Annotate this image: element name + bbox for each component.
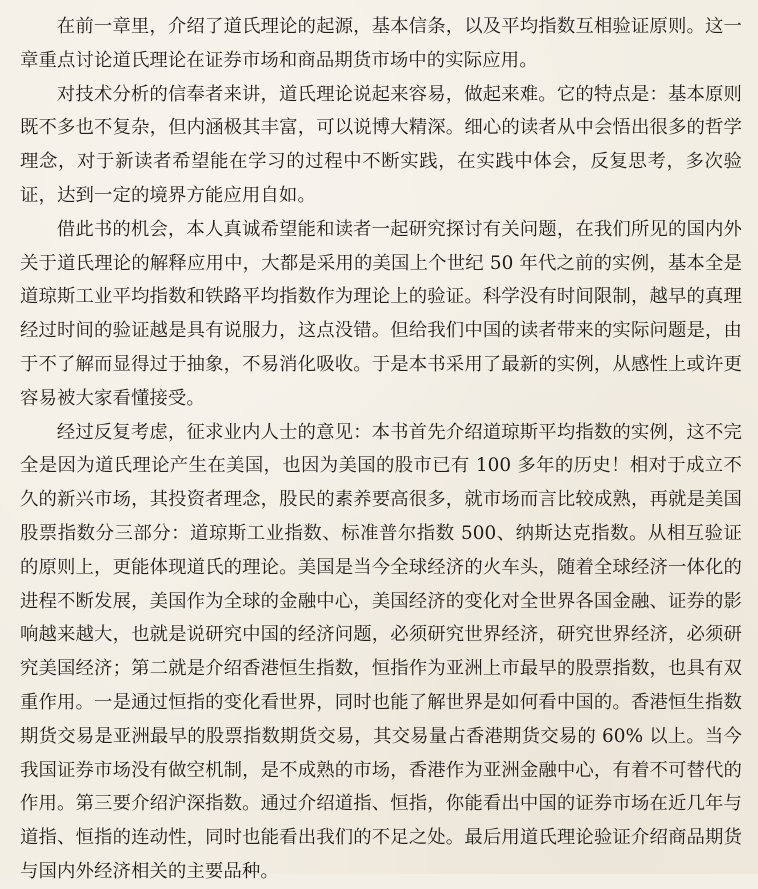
paragraph-characteristics: 对技术分析的信奉者来讲，道氏理论说起来容易，做起来难。它的特点是：基本原则既不多也不复杂，但内涵极其丰富，可以说博大精深。细心的读者从中会悟出很多的哲学理念，对于新读者希望能在学习的过程中不断实践，在实践中体会，反复思考，多次验证，达到一定的境界方能应用自如。 <box>20 83 742 206</box>
paragraph-examples: 借此书的机会，本人真诚希望能和读者一起研究探讨有关问题，在我们所见的国内外关于道氏理论的解释应用中，大都是采用的美国上个世纪 50 年代之前的实例，基本全是道琼斯工业平均指数和铁路平均指数作为理论上的验证。科学没有时间限制，越早的真理经过时间的验证越是具有说服力，这点没错。但给我们中国的读者带来的实际问题是，由于不了解而显得过于抽象，不易消化吸收。于是本书采用了最新的实例，从感性上或许更容易被大家看懂接受。 <box>20 218 742 409</box>
paragraph-intro: 在前一章里，介绍了道氏理论的起源，基本信条，以及平均指数互相验证原则。这一章重点讨论道氏理论在证券市场和商品期货市场中的实际应用。 <box>20 16 742 71</box>
chapter-text-body <box>20 10 742 889</box>
paragraph-structure: 经过反复考虑，征求业内人士的意见：本书首先介绍道琼斯平均指数的实例，这不完全是因为道氏理论产生在美国，也因为美国的股市已有 100 多年的历史！相对于成立不久的新兴市场，其投资者理念，股民的素养要高很多，就市场而言比较成熟，再就是美国股票指数分三部分：道琼斯工业指数、标准普尔指数 500、纳斯达克指数。从相互验证的原则上，更能体现道氏的理论。美国是当今全球经济的火车头，随着全球经济一体化的进程不断发展，美国作为全球的金融中心，美国经济的变化对全世界各国金融、证券的影响越来越大，也就是说研究中国的经济问题，必须研究世界经济，研究世界经济，必须研究美国经济；第二就是介绍香港恒生指数，恒指作为亚洲上市最早的股票指数，也具有双重作用。一是通过恒指的变化看世界，同时也能了解世界是如何看中国的。香港恒生指数期货交易是亚洲最早的股票指数期货交易，其交易量占香港期货交易的 60% 以上。当今我国证券市场没有做空机制，是不成熟的市场，香港作为亚洲金融中心，有着不可替代的作用。第三要介绍沪深指数。通过介绍道指、恒指，你能看出中国的证券市场在近几年与道指、恒指的连动性，同时也能看出我们的不足之处。最后用道氏理论验证介绍商品期货与国内外经济相关的主要品种。 <box>20 421 742 882</box>
